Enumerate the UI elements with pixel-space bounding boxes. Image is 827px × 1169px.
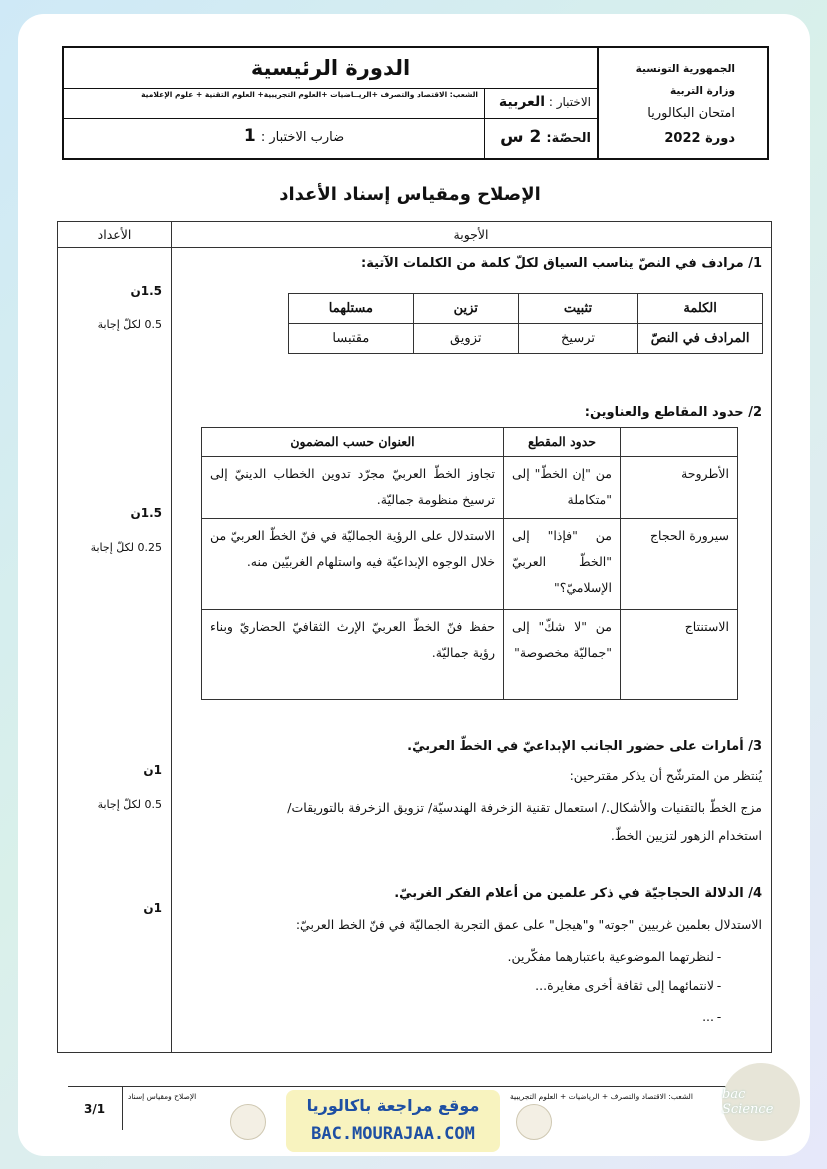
q1-grade: 1.5ن (130, 284, 162, 298)
answers-table-header (58, 222, 771, 248)
q2-grade: 1.5ن (130, 506, 162, 520)
q2-row-title: حفظ فنّ الخطّ العربيّ الإرث الثقافيّ الحضاريّ وبناء رؤية جماليّة. (202, 610, 504, 700)
q1-cell: تزويق (413, 324, 518, 354)
site-url[interactable]: BAC.MOURAJAA.COM (311, 1124, 475, 1144)
q4-title: 4/ الدلالة الحجاجيّة في ذكر علمين من أعلام الفكر الغربيّ. (394, 886, 762, 901)
q4-bullet: لانتمائهما إلى ثقافة أخرى مغايرة... (535, 978, 714, 993)
q3-line2: استخدام الزهور لتزيين الخطّ. (610, 828, 762, 843)
subject-value: العربية (498, 94, 546, 110)
q2-header-title: العنوان حسب المضمون (202, 428, 504, 457)
q4-bullet: ... (702, 1009, 714, 1024)
q4-bullet: لنظرتهما الموضوعية باعتبارهما مفكّرين. (507, 949, 714, 964)
site-name-ar[interactable]: موقع مراجعة باكالوريا (306, 1096, 480, 1115)
coef-label: ضارب الاختبار : (260, 130, 345, 145)
q4-bullet-mark: - (716, 949, 722, 964)
subject-cell (486, 94, 591, 110)
footer-left-text: الإصلاح ومقياس إسناد (128, 1092, 197, 1101)
subject-row (64, 88, 597, 119)
answers-column-header: الأجوبة (453, 227, 489, 242)
q2-title: 2/ حدود المقاطع والعناوين: (584, 405, 762, 420)
q4-grade: 1ن (143, 901, 162, 915)
q2-header-bounds: حدود المقطع (504, 428, 621, 457)
q4-bullet-mark: - (716, 1009, 722, 1024)
coef-value: 1 (243, 126, 256, 146)
site-badge[interactable] (286, 1090, 500, 1152)
subject-label: الاختبار : (548, 95, 591, 109)
q2-grade-detail: 0.25 لكلّ إجابة (90, 541, 162, 554)
site-logo-icon (516, 1104, 552, 1140)
q3-grade: 1ن (143, 763, 162, 777)
q3-line1: مزج الخطّ بالتقنيات والأشكال./ استعمال تقنية الزخرفة الهندسيّة/ تزويق الزخرفة بالتوريقات/ (287, 800, 762, 815)
exam-header (62, 46, 769, 160)
q1-cell: الكلمة (638, 294, 763, 324)
q1-grade-detail: 0.5 لكلّ إجابة (97, 318, 162, 331)
bac-science-logo-text: bac Science (722, 1087, 774, 1117)
q2-header-empty (621, 428, 738, 457)
duration-cell (486, 127, 591, 147)
q3-grade-detail: 0.5 لكلّ إجابة (97, 798, 162, 811)
bac-science-logo (722, 1063, 800, 1141)
q1-synonyms-table (288, 293, 763, 354)
q2-row-label: الاستنتاج (621, 610, 738, 700)
main-title: الدورة الرئيسية (250, 56, 411, 80)
republic-text: الجمهورية التونسية (635, 63, 735, 75)
footer-right-text: الشعب: الاقتصاد والتصرف + الرياضيات + العلوم التجريبية (510, 1092, 693, 1101)
q1-title: 1/ مرادف في النصّ يناسب السياق لكلّ كلمة من الكلمات الآتية: (361, 256, 762, 271)
exam-text: امتحان البكالوريا (647, 106, 735, 121)
q3-title: 3/ أمارات على حضور الجانب الإبداعيّ في الخطّ العربيّ. (407, 739, 762, 754)
q2-row-label: سيرورة الحجاج (621, 519, 738, 610)
q1-cell: مستلهما (289, 294, 414, 324)
q2-row-bounds: من "لا شكّ" إلى "جماليّة مخصوصة" (504, 610, 621, 700)
site-logo-icon (230, 1104, 266, 1140)
doc-title: الإصلاح ومقياس إسناد الأعداد (279, 184, 541, 205)
q2-row-title: تجاوز الخطّ العربيّ مجرّد تدوين الخطاب الدينيّ إلى ترسيخ منظومة جماليّة. (202, 457, 504, 519)
q2-row-bounds: من "فإذا" إلى "الخطّ العربيّ الإسلاميّ؟" (504, 519, 621, 610)
q1-cell: مقتبسا (289, 324, 414, 354)
q4-intro: الاستدلال بعلمين غربيين "جوته" و"هيجل" على عمق التجربة الجماليّة في فنّ الخط العربيّ: (295, 917, 762, 932)
q2-row-label: الأطروحة (621, 457, 738, 519)
q2-sections-table (201, 427, 738, 700)
coef-row (64, 118, 597, 158)
header-main-block (64, 48, 599, 158)
ministry-text: وزارة التربية (669, 85, 735, 97)
page-number: 3/1 (84, 1102, 106, 1116)
q2-row-title: الاستدلال على الرؤية الجماليّة في فنّ الخطّ العربيّ من خلال الوجوه الإبداعيّة فيه واستلهام الغربيّين منه. (202, 519, 504, 610)
q1-cell: تزين (413, 294, 518, 324)
main-title-row (64, 48, 597, 89)
session-text: دورة 2022 (664, 131, 735, 146)
q3-intro: يُنتظر من المترشّح أن يذكر مقترحين: (569, 768, 762, 783)
footer-line (68, 1086, 764, 1087)
q1-cell: المرادف في النصّ (638, 324, 763, 354)
coef-cell (194, 126, 394, 146)
grades-column-header: الأعداد (97, 227, 132, 242)
duration-value: 2 س (500, 127, 542, 147)
sections-text: الشعب: الاقتصاد والتصرف +الريــاضيات +العلوم التجريبية+ العلوم التقنية + علوم الإعلامية (141, 90, 478, 99)
duration-label: الحصّة: (546, 131, 591, 146)
q4-bullet-mark: - (716, 978, 722, 993)
q1-cell: تثبيت (518, 294, 638, 324)
q1-cell: ترسيخ (518, 324, 638, 354)
ministry-block (601, 48, 763, 158)
q2-row-bounds: من "إن الخطّ" إلى "متكاملة (504, 457, 621, 519)
